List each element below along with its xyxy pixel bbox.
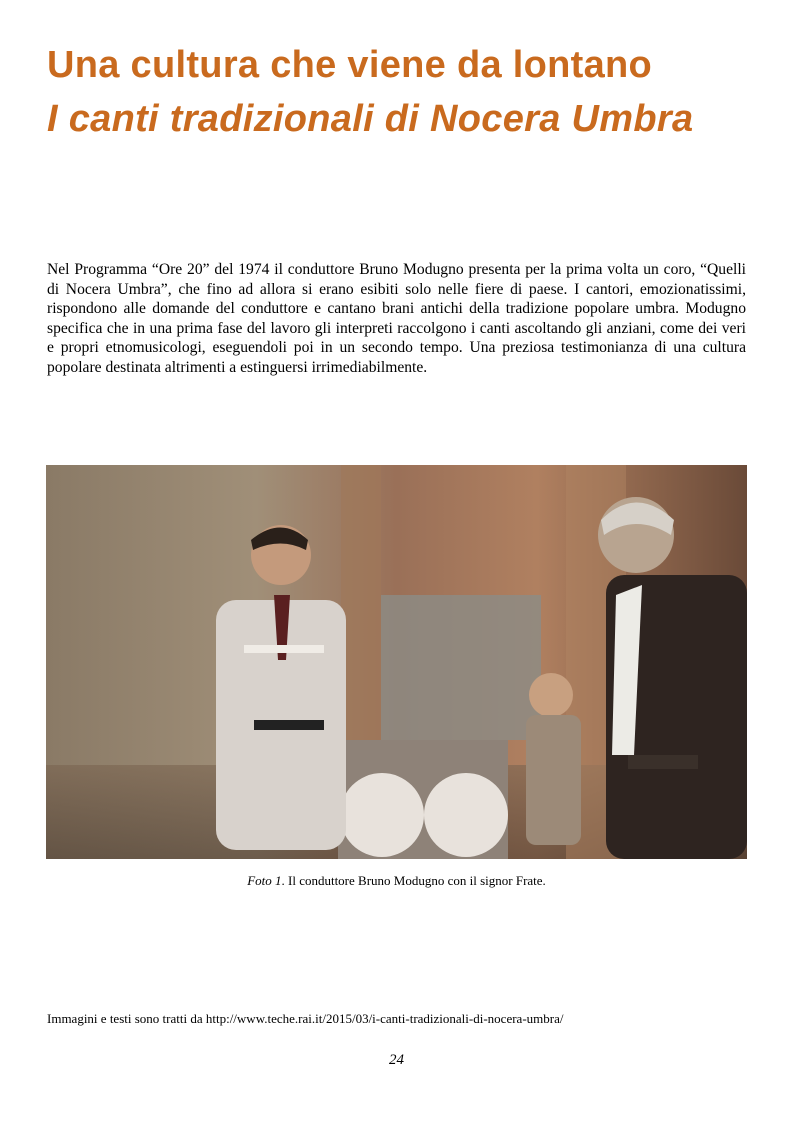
body-paragraph: Nel Programma “Ore 20” del 1974 il conduttore Bruno Modugno presenta per la prima volta un coro, “Quelli di Nocera Umbra”, che fino ad allora si erano esibiti solo nelle fiere di paese. I cantori, emozionatissimi, rispondono alle domande del conduttore e cantano brani antichi della tradizione popolare umbra. Modugno specifica che in una prima fase del lavoro gli interpreti raccolgono i canti ascoltando gli anziani, come dei veri e propri etnomusicologi, eseguendoli poi in un secondo tempo. Una preziosa testimonianza di una cultura popolare destinata altrimenti a estinguersi irrimediabilmente.	[47, 261, 746, 376]
photo-caption	[0, 873, 793, 889]
source-note: Immagini e testi sono tratti da http://www.teche.rai.it/2015/03/i-canti-tradizionali-di-nocera-umbra/	[47, 1011, 564, 1026]
caption-text: . Il conduttore Bruno Modugno con il signor Frate.	[281, 873, 546, 888]
caption-label: Foto 1	[247, 873, 282, 888]
page-number: 24	[389, 1052, 404, 1068]
page-title: Una cultura che viene da lontano	[47, 44, 653, 86]
page-subtitle: I canti tradizionali di Nocera Umbra	[47, 98, 694, 140]
photo-tv-studio	[46, 465, 747, 859]
